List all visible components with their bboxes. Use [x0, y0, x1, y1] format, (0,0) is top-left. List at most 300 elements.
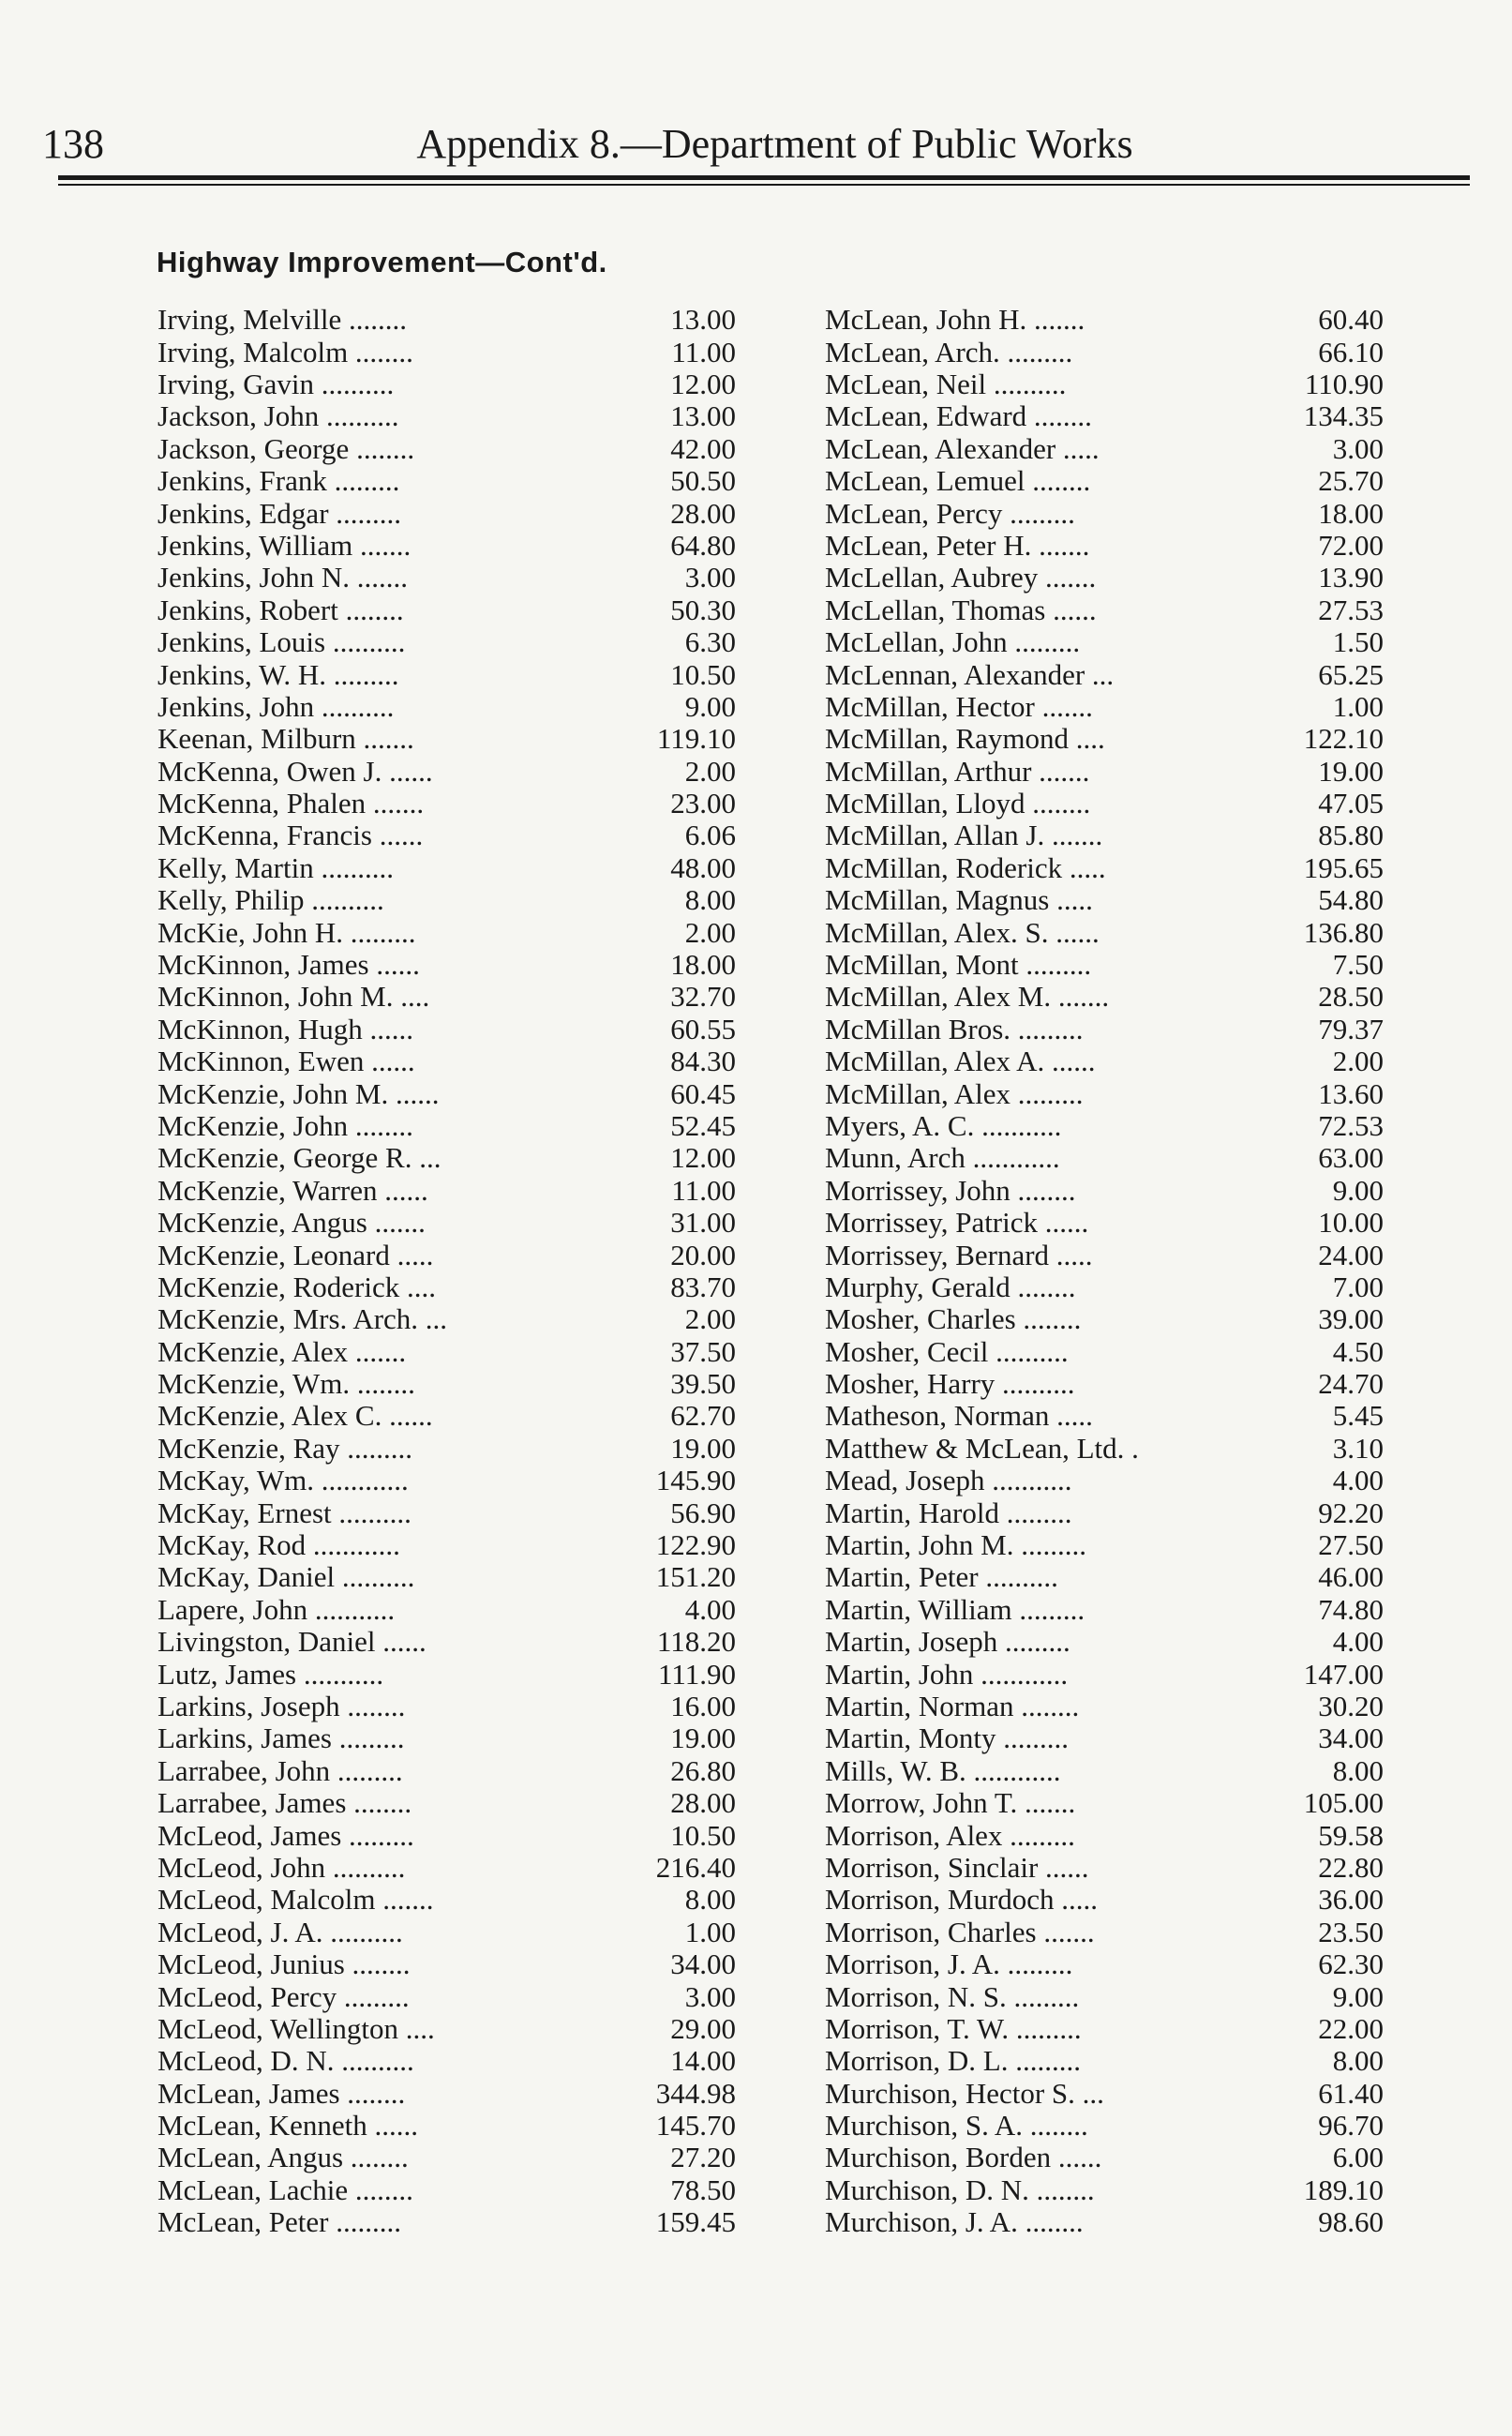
payee-name: McLean, Arch. ......... — [825, 335, 1073, 368]
payee-name: McLellan, Thomas ...... — [825, 593, 1097, 626]
payment-amount: 24.70 — [1318, 1367, 1384, 1401]
payment-amount: 23.50 — [1318, 1915, 1384, 1948]
payee-name: Morrison, Sinclair ...... — [825, 1850, 1089, 1884]
payment-amount: 8.00 — [684, 883, 736, 917]
payment-amount: 36.00 — [1318, 1883, 1384, 1917]
payment-amount: 30.20 — [1318, 1690, 1384, 1722]
payee-name: Mills, W. B. ............ — [825, 1753, 1061, 1787]
payment-amount: 52.45 — [670, 1108, 736, 1142]
ledger-row — [157, 788, 736, 820]
payee-name: McKenna, Phalen ....... — [157, 787, 425, 820]
payment-amount: 7.00 — [1332, 1270, 1384, 1303]
payee-name: McKenzie, Warren ...... — [157, 1173, 428, 1207]
ledger-row — [157, 1271, 736, 1303]
ledger-row — [157, 691, 736, 723]
ledger-row — [157, 2206, 736, 2238]
payment-amount: 134.35 — [1303, 399, 1384, 433]
payment-amount: 78.50 — [670, 2173, 736, 2206]
ledger-row — [825, 1207, 1384, 1239]
ledger-row — [825, 1787, 1384, 1819]
ledger-row — [157, 626, 736, 658]
payment-amount: 29.00 — [670, 2011, 736, 2045]
ledger-row — [825, 1852, 1384, 1884]
payment-amount: 195.65 — [1303, 850, 1384, 884]
payee-name: Martin, Joseph ......... — [825, 1625, 1070, 1659]
payee-name: McKay, Wm. ............ — [157, 1464, 409, 1497]
ledger-row — [157, 2077, 736, 2109]
payment-amount: 59.58 — [1318, 1818, 1384, 1852]
payee-name: McMillan Bros. ......... — [825, 1012, 1084, 1045]
ledger-row — [825, 1433, 1384, 1465]
ledger-row — [825, 2045, 1384, 2077]
ledger-row — [157, 530, 736, 562]
payment-amount: 46.00 — [1318, 1560, 1384, 1594]
payment-amount: 16.00 — [670, 1690, 736, 1722]
ledger-row — [157, 723, 736, 755]
payee-name: Morrissey, John ........ — [825, 1173, 1076, 1207]
payee-name: Larrabee, John ......... — [157, 1753, 403, 1787]
payment-amount: 50.30 — [670, 593, 736, 626]
payee-name: McKenzie, George R. ... — [157, 1141, 442, 1175]
payee-name: McMillan, Alex ......... — [825, 1076, 1084, 1110]
ledger-row — [825, 755, 1384, 787]
payment-amount: 13.60 — [1318, 1076, 1384, 1110]
payee-name: Morrison, Alex ......... — [825, 1818, 1075, 1852]
payment-amount: 24.00 — [1318, 1238, 1384, 1271]
payee-name: McKinnon, Ewen ...... — [157, 1045, 415, 1078]
payee-name: McMillan, Roderick ..... — [825, 850, 1106, 884]
payment-amount: 6.00 — [1332, 2141, 1384, 2174]
payee-name: Larkins, Joseph ........ — [157, 1690, 406, 1722]
payment-amount: 34.00 — [1318, 1722, 1384, 1755]
payment-amount: 1.00 — [1332, 689, 1384, 723]
payment-amount: 136.80 — [1303, 915, 1384, 949]
payee-name: McLean, Lemuel ........ — [825, 464, 1091, 498]
payee-name: Irving, Gavin .......... — [157, 367, 395, 400]
ledger-row — [825, 788, 1384, 820]
payee-name: Matheson, Norman ..... — [825, 1399, 1093, 1433]
payment-amount: 31.00 — [670, 1206, 736, 1240]
payment-amount: 66.10 — [1318, 335, 1384, 368]
payment-amount: 92.20 — [1318, 1496, 1384, 1529]
ledger-row — [825, 1271, 1384, 1303]
payee-name: McKinnon, John M. .... — [157, 980, 430, 1014]
ledger-row — [825, 1626, 1384, 1658]
payment-amount: 34.00 — [670, 1947, 736, 1981]
ledger-row — [825, 497, 1384, 529]
ledger-row — [825, 1691, 1384, 1722]
payee-name: McLeod, Malcolm ....... — [157, 1883, 434, 1917]
payment-amount: 344.98 — [655, 2076, 736, 2110]
payment-amount: 9.00 — [1332, 1173, 1384, 1207]
ledger-row — [825, 336, 1384, 368]
payee-name: McLeod, John .......... — [157, 1850, 406, 1884]
ledger-row — [157, 1594, 736, 1626]
payment-amount: 19.00 — [670, 1431, 736, 1465]
payment-amount: 65.25 — [1318, 657, 1384, 691]
payee-name: McLellan, John ......... — [825, 625, 1081, 659]
header-rule-thin — [58, 184, 1470, 186]
ledger-row — [825, 1400, 1384, 1432]
ledger-row — [157, 1400, 736, 1432]
ledger-row — [157, 1336, 736, 1368]
payment-amount: 60.55 — [670, 1012, 736, 1045]
payment-amount: 1.00 — [684, 1915, 736, 1948]
ledger-row — [825, 1658, 1384, 1690]
payment-amount: 2.00 — [684, 915, 736, 949]
payment-amount: 10.00 — [1318, 1206, 1384, 1240]
ledger-row — [157, 2045, 736, 2077]
ledger-row — [825, 594, 1384, 626]
payee-name: McLeod, Junius ........ — [157, 1947, 411, 1981]
payment-amount: 54.80 — [1318, 883, 1384, 917]
ledger-row — [825, 1594, 1384, 1626]
payment-amount: 74.80 — [1318, 1592, 1384, 1626]
ledger-row — [157, 1303, 736, 1335]
payment-amount: 2.00 — [1332, 1045, 1384, 1078]
payment-amount: 151.20 — [655, 1560, 736, 1594]
payee-name: Jenkins, Edgar ......... — [157, 496, 402, 530]
payee-name: McLean, Peter H. ....... — [825, 528, 1090, 562]
ledger-row — [825, 981, 1384, 1013]
payee-name: Keenan, Milburn ....... — [157, 722, 414, 756]
ledger-row — [157, 1691, 736, 1722]
payment-amount: 18.00 — [1318, 496, 1384, 530]
ledger-row — [825, 1014, 1384, 1045]
ledger-row — [157, 1561, 736, 1593]
payee-name: Morrison, N. S. ......... — [825, 1979, 1080, 2013]
ledger-row — [825, 1948, 1384, 1980]
payment-amount: 61.40 — [1318, 2076, 1384, 2110]
payment-amount: 10.50 — [670, 657, 736, 691]
payee-name: McMillan, Hector ....... — [825, 689, 1093, 723]
ledger-row — [825, 2077, 1384, 2109]
ledger-row — [157, 1045, 736, 1077]
ledger-row — [157, 1980, 736, 2012]
payment-amount: 118.20 — [656, 1625, 736, 1659]
payee-name: McKenzie, Alex C. ...... — [157, 1399, 433, 1433]
payment-amount: 13.90 — [1318, 561, 1384, 594]
payee-name: Murchison, Borden ...... — [825, 2141, 1102, 2174]
payment-amount: 19.00 — [670, 1722, 736, 1755]
payment-amount: 42.00 — [670, 431, 736, 465]
payee-name: McKay, Daniel .......... — [157, 1560, 415, 1594]
payment-amount: 10.50 — [670, 1818, 736, 1852]
payee-name: McLean, Kenneth ...... — [157, 2109, 419, 2143]
ledger-row — [825, 916, 1384, 948]
payee-name: McMillan, Alex A. ...... — [825, 1045, 1096, 1078]
ledger-row — [825, 2206, 1384, 2238]
payee-name: Morrison, Murdoch ..... — [825, 1883, 1099, 1917]
payment-amount: 22.00 — [1318, 2011, 1384, 2045]
payee-name: McLeod, D. N. .......... — [157, 2044, 414, 2078]
ledger-row — [157, 336, 736, 368]
payee-name: Mosher, Cecil .......... — [825, 1334, 1069, 1368]
payee-name: Livingston, Daniel ...... — [157, 1625, 427, 1659]
payee-name: Larrabee, James ........ — [157, 1786, 412, 1820]
payee-name: McKenzie, John M. ...... — [157, 1076, 440, 1110]
payee-name: McMillan, Alex. S. ...... — [825, 915, 1100, 949]
ledger-row — [825, 304, 1384, 336]
payee-name: McMillan, Lloyd ........ — [825, 787, 1091, 820]
ledger-row — [825, 1755, 1384, 1787]
payment-amount: 28.00 — [670, 1786, 736, 1820]
payee-name: Murchison, S. A. ........ — [825, 2109, 1088, 2143]
payment-amount: 6.06 — [684, 819, 736, 852]
payee-name: McLean, Angus ........ — [157, 2141, 409, 2174]
ledger-row — [825, 820, 1384, 851]
payee-name: McLean, Edward ........ — [825, 399, 1092, 433]
payee-name: Murchison, D. N. ........ — [825, 2173, 1095, 2206]
payment-amount: 19.00 — [1318, 754, 1384, 788]
payment-amount: 122.90 — [655, 1528, 736, 1562]
payee-name: McKenzie, John ........ — [157, 1108, 413, 1142]
payee-name: Morrison, J. A. ......... — [825, 1947, 1073, 1981]
payment-amount: 72.00 — [1318, 528, 1384, 562]
payment-amount: 25.70 — [1318, 464, 1384, 498]
ledger-row — [157, 1207, 736, 1239]
ledger-row — [825, 1303, 1384, 1335]
payment-amount: 22.80 — [1318, 1850, 1384, 1884]
left-column — [157, 304, 736, 2238]
ledger-row — [825, 691, 1384, 723]
payee-name: Martin, John M. ......... — [825, 1528, 1086, 1562]
payment-amount: 11.00 — [671, 1173, 736, 1207]
payee-name: McKay, Rod ............ — [157, 1528, 400, 1562]
payee-name: McKenzie, Angus ....... — [157, 1206, 426, 1240]
payment-amount: 85.80 — [1318, 819, 1384, 852]
payee-name: McKenzie, Roderick .... — [157, 1270, 436, 1303]
ledger-row — [157, 1014, 736, 1045]
ledger-row — [157, 1433, 736, 1465]
payment-amount: 18.00 — [670, 948, 736, 982]
ledger-row — [157, 884, 736, 916]
ledger-row — [825, 530, 1384, 562]
payee-name: Martin, Monty ......... — [825, 1722, 1070, 1755]
payment-amount: 9.00 — [1332, 1979, 1384, 2013]
payee-name: Jackson, George ........ — [157, 431, 415, 465]
payee-name: McKenzie, Wm. ........ — [157, 1367, 415, 1401]
payee-name: Morrissey, Patrick ...... — [825, 1206, 1089, 1240]
payment-amount: 6.30 — [684, 625, 736, 659]
payee-name: Lutz, James ........... — [157, 1657, 384, 1691]
ledger-row — [157, 497, 736, 529]
ledger-row — [157, 2013, 736, 2045]
ledger-row — [825, 1465, 1384, 1496]
payment-amount: 26.80 — [670, 1753, 736, 1787]
payment-amount: 32.70 — [670, 980, 736, 1014]
payee-name: McLean, Percy ......... — [825, 496, 1075, 530]
ledger-row — [825, 1045, 1384, 1077]
ledger-row — [157, 820, 736, 851]
payee-name: McMillan, Mont ......... — [825, 948, 1092, 982]
payee-name: McLean, Neil .......... — [825, 367, 1067, 400]
payment-amount: 12.00 — [670, 1141, 736, 1175]
ledger-row — [825, 1917, 1384, 1948]
payee-name: Jenkins, John .......... — [157, 689, 395, 723]
ledger-row — [825, 2110, 1384, 2142]
payee-name: McMillan, Arthur ....... — [825, 754, 1090, 788]
payment-amount: 4.00 — [1332, 1625, 1384, 1659]
payee-name: McLean, John H. ....... — [825, 303, 1085, 337]
ledger-row — [157, 1917, 736, 1948]
ledger-row — [825, 1175, 1384, 1207]
payment-amount: 159.45 — [655, 2205, 736, 2239]
payment-amount: 12.00 — [670, 367, 736, 400]
ledger-row — [157, 1110, 736, 1142]
payee-name: McKenzie, Leonard ..... — [157, 1238, 434, 1271]
ledger-row — [825, 2174, 1384, 2206]
ledger-row — [157, 594, 736, 626]
ledger-row — [157, 981, 736, 1013]
ledger-row — [157, 562, 736, 594]
ledger-row — [825, 723, 1384, 755]
payee-name: Jenkins, William ....... — [157, 528, 412, 562]
payee-name: McKenzie, Ray ......... — [157, 1431, 413, 1465]
payee-name: Munn, Arch ............ — [825, 1141, 1060, 1175]
payment-amount: 50.50 — [670, 464, 736, 498]
payee-name: Mosher, Charles ........ — [825, 1302, 1082, 1336]
payment-amount: 111.90 — [658, 1657, 736, 1691]
payment-amount: 83.70 — [670, 1270, 736, 1303]
payment-amount: 119.10 — [656, 722, 736, 756]
ledger-row — [157, 1884, 736, 1916]
payment-amount: 84.30 — [670, 1045, 736, 1078]
payment-amount: 4.00 — [1332, 1464, 1384, 1497]
ledger-row — [157, 2110, 736, 2142]
ledger-row — [157, 1529, 736, 1561]
payee-name: Jackson, John .......... — [157, 399, 399, 433]
payment-amount: 122.10 — [1303, 722, 1384, 756]
payment-amount: 64.80 — [670, 528, 736, 562]
payee-name: McKinnon, Hugh ...... — [157, 1012, 413, 1045]
ledger-row — [157, 1465, 736, 1496]
ledger-row — [825, 1722, 1384, 1754]
payee-name: McLeod, Percy ......... — [157, 1979, 410, 2013]
ledger-row — [825, 433, 1384, 465]
payment-amount: 39.00 — [1318, 1302, 1384, 1336]
ledger-row — [825, 1110, 1384, 1142]
payment-amount: 79.37 — [1318, 1012, 1384, 1045]
ledger-row — [157, 1948, 736, 1980]
ledger-row — [157, 1755, 736, 1787]
payment-amount: 27.50 — [1318, 1528, 1384, 1562]
payee-name: Jenkins, W. H. ......... — [157, 657, 399, 691]
payment-amount: 96.70 — [1318, 2109, 1384, 2143]
ledger-row — [825, 1496, 1384, 1528]
payee-name: McLean, James ........ — [157, 2076, 406, 2110]
payee-name: Jenkins, Louis .......... — [157, 625, 406, 659]
payment-amount: 27.53 — [1318, 593, 1384, 626]
ledger-row — [157, 2174, 736, 2206]
payment-amount: 14.00 — [670, 2044, 736, 2078]
payment-amount: 4.00 — [684, 1592, 736, 1626]
payee-name: Murchison, Hector S. ... — [825, 2076, 1104, 2110]
ledger-row — [157, 1626, 736, 1658]
payee-name: Kelly, Philip .......... — [157, 883, 384, 917]
ledger-row — [825, 1884, 1384, 1916]
payment-amount: 105.00 — [1303, 1786, 1384, 1820]
ledger-row — [157, 1819, 736, 1851]
ledger-row — [825, 852, 1384, 884]
payment-amount: 145.70 — [655, 2109, 736, 2143]
payment-amount: 9.00 — [684, 689, 736, 723]
payment-amount: 3.00 — [684, 561, 736, 594]
ledger-row — [157, 658, 736, 690]
payment-amount: 27.20 — [670, 2141, 736, 2174]
ledger-row — [825, 626, 1384, 658]
ledger-row — [825, 368, 1384, 400]
payee-name: Martin, Peter .......... — [825, 1560, 1058, 1594]
ledger-row — [157, 1239, 736, 1271]
payment-amount: 98.60 — [1318, 2205, 1384, 2239]
ledger-row — [157, 916, 736, 948]
right-column — [825, 304, 1384, 2238]
payment-amount: 216.40 — [655, 1850, 736, 1884]
payee-name: McLean, Lachie ........ — [157, 2173, 413, 2206]
payment-amount: 2.00 — [684, 754, 736, 788]
payment-amount: 11.00 — [671, 335, 736, 368]
ledger-row — [825, 949, 1384, 981]
payee-name: McLellan, Aubrey ....... — [825, 561, 1097, 594]
ledger-row — [825, 465, 1384, 497]
ledger-row — [825, 884, 1384, 916]
payee-name: Morrow, John T. ....... — [825, 1786, 1076, 1820]
payment-amount: 110.90 — [1304, 367, 1384, 400]
payment-amount: 39.50 — [670, 1367, 736, 1401]
ledger-row — [157, 2142, 736, 2173]
payment-amount: 1.50 — [1332, 625, 1384, 659]
ledger-row — [825, 1561, 1384, 1593]
payment-amount: 13.00 — [670, 303, 736, 337]
payee-name: McLeod, Wellington .... — [157, 2011, 435, 2045]
ledger-row — [825, 1368, 1384, 1400]
payment-amount: 23.00 — [670, 787, 736, 820]
ledger-row — [157, 1175, 736, 1207]
payee-name: Larkins, James ......... — [157, 1722, 405, 1755]
payment-amount: 63.00 — [1318, 1141, 1384, 1175]
payment-amount: 7.50 — [1332, 948, 1384, 982]
payment-amount: 60.45 — [670, 1076, 736, 1110]
payee-name: Morrison, Charles ....... — [825, 1915, 1095, 1948]
payment-amount: 3.00 — [684, 1979, 736, 2013]
ledger-row — [157, 1077, 736, 1109]
payee-name: McLeod, James ......... — [157, 1818, 414, 1852]
ledger-row — [157, 1142, 736, 1174]
ledger-row — [157, 755, 736, 787]
payment-amount: 3.00 — [1332, 431, 1384, 465]
page-number: 138 — [42, 121, 104, 167]
payee-name: Martin, John ............ — [825, 1657, 1069, 1691]
payment-amount: 2.00 — [684, 1302, 736, 1336]
payee-name: McMillan, Allan J. ....... — [825, 819, 1103, 852]
payment-amount: 3.10 — [1332, 1431, 1384, 1465]
payment-amount: 28.00 — [670, 496, 736, 530]
ledger-row — [157, 1722, 736, 1754]
ledger-row — [825, 658, 1384, 690]
ledger-row — [825, 2013, 1384, 2045]
payment-amount: 4.50 — [1332, 1334, 1384, 1368]
payee-name: McKenna, Owen J. ...... — [157, 754, 433, 788]
ledger-row — [157, 304, 736, 336]
ledger-row — [825, 1529, 1384, 1561]
ledger-row — [157, 368, 736, 400]
payment-amount: 60.40 — [1318, 303, 1384, 337]
ledger-row — [157, 852, 736, 884]
payee-name: McKinnon, James ...... — [157, 948, 420, 982]
payment-amount: 62.30 — [1318, 1947, 1384, 1981]
ledger-row — [157, 1787, 736, 1819]
